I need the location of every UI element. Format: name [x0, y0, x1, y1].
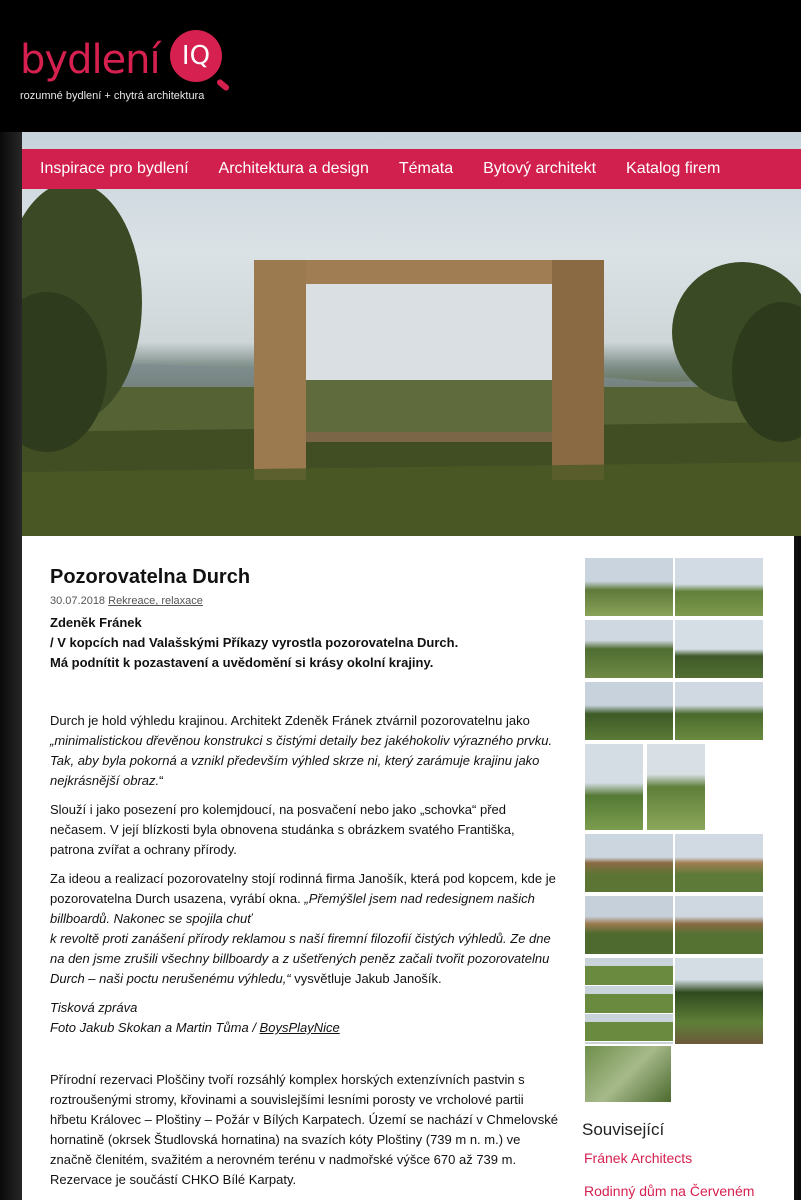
article-lead	[50, 613, 560, 673]
site-tagline: rozumné bydlení + chytrá architektura	[20, 90, 205, 102]
article-body	[50, 711, 560, 1190]
article-date: 30.07.2018	[50, 595, 106, 607]
article-title: Pozorovatelna Durch	[50, 566, 251, 588]
nav-inspirace[interactable]: Inspirace pro bydlení	[40, 160, 189, 177]
nav-bytovy-architekt[interactable]: Bytový architekt	[483, 160, 597, 177]
gallery-thumb[interactable]	[675, 682, 763, 740]
gallery-thumb[interactable]	[585, 896, 673, 954]
credit-link[interactable]: BoysPlayNice	[259, 1020, 340, 1035]
site-header	[0, 0, 801, 132]
gallery-thumb[interactable]	[675, 896, 763, 954]
hero-image	[22, 132, 801, 536]
gallery-thumb[interactable]	[675, 558, 763, 616]
content-panel	[22, 536, 794, 1200]
gallery-thumb[interactable]	[585, 958, 673, 1044]
related-link[interactable]: Rodinný dům na Červeném	[584, 1183, 755, 1199]
article	[50, 566, 560, 1199]
gallery-thumb[interactable]	[585, 834, 673, 892]
paragraph-4: Přírodní rezervaci Ploščiny tvoří rozsáhlý komplex horských extenzívních pastvin s roztroušenými stromy, křovinami a souvislejšími lesními porosty ve vrcholové partii hřbetu Královec – Ploštiny – Požár v Bílých Karpatech. Území se nachází v Chmelovské hornatině (okrsek Študlovská hornatina) na svazích kóty Ploštiny (739 m n. m.) ve značně členitém, svažitém a nerovném terénu v nadmořské výšce 670 až 739 m. Rezervace je součástí CHKO Bílé Karpaty.	[50, 1072, 558, 1187]
related-heading: Související	[582, 1120, 665, 1139]
nav-temata[interactable]: Témata	[398, 160, 454, 177]
credit-source: Tisková zpráva	[50, 1000, 138, 1015]
p3-quote-2: k revoltě proti zanášení přírody reklamou s naší firemní filozofií čistých výhledů. Ze dne na den jsme zrušili všechny billboardy a z ušetřených peněz začali tvořit pozorovatelnu Durch – naši poctu nerušenému výhledu,“	[50, 931, 551, 986]
gallery-thumb[interactable]	[585, 620, 673, 678]
nav-katalog-firem[interactable]: Katalog firem	[626, 160, 721, 177]
p3-text: Za ideou a realizací pozorovatelny stojí rodinná firma Janošík, která pod kopcem, kde je pozorovatelna Durch usazena, vyrábí okna.	[50, 871, 556, 906]
gallery-thumb[interactable]	[647, 744, 705, 830]
main-navigation	[22, 149, 801, 189]
gallery-thumb[interactable]	[585, 744, 643, 830]
hero-landscape-illustration	[22, 132, 801, 536]
gallery-thumb[interactable]	[675, 620, 763, 678]
logo-wordmark: bydlení	[20, 37, 160, 83]
related-link[interactable]: Fránek Architects	[584, 1150, 693, 1166]
paragraph-2: Slouží i jako posezení pro kolemjdoucí, na posvačení nebo jako „schovka“ před nečasem. V její blízkosti byla obnovena studánka s obrázkem svatého Františka, patrona zvířat a ochrany přírody.	[50, 802, 515, 857]
article-category-link[interactable]: Rekreace, relaxace	[108, 595, 203, 607]
lead-line-1: / V kopcích nad Valašskými Příkazy vyrostla pozorovatelna Durch.	[50, 635, 459, 650]
gallery-thumb[interactable]	[585, 1046, 671, 1102]
gallery-thumb[interactable]	[675, 834, 763, 892]
article-meta	[50, 595, 560, 607]
nav-architektura[interactable]: Architektura a design	[218, 160, 369, 177]
credit-photo: Foto Jakub Skokan a Martin Tůma /	[50, 1020, 260, 1035]
logo-badge-iq: IQ	[170, 30, 222, 82]
p1-quote: „minimalistickou dřevěnou konstrukci s čistými detaily bez jakéhokoliv výrazného prvku. Tak, aby byla pokorná a vznikl především výhled skrze ni, který zarámuje krajinu jako nejkrásnější obraz.	[50, 733, 553, 788]
p1-text: Durch je hold výhledu krajinou. Architekt Zdeněk Fránek ztvárnil pozorovatelnu jako	[50, 713, 530, 728]
p3-text-end: vysvětluje Jakub Janošík.	[290, 971, 442, 986]
paragraph-1	[50, 711, 560, 791]
gallery-thumb[interactable]	[585, 558, 673, 616]
gallery-thumb[interactable]	[675, 958, 763, 1044]
p1-quote-end: “	[159, 773, 164, 788]
credits	[50, 998, 560, 1038]
gallery-thumb[interactable]	[585, 682, 673, 740]
lead-author: Zdeněk Fránek	[50, 615, 142, 630]
paragraph-3	[50, 869, 560, 989]
lead-line-2: Má podnítit k pozastavení a uvědomění si krásy okolní krajiny.	[50, 655, 434, 670]
p3-quote-1: „Přemýšlel jsem nad redesignem našich billboardů. Nakonec se spojila chuť	[50, 891, 535, 926]
